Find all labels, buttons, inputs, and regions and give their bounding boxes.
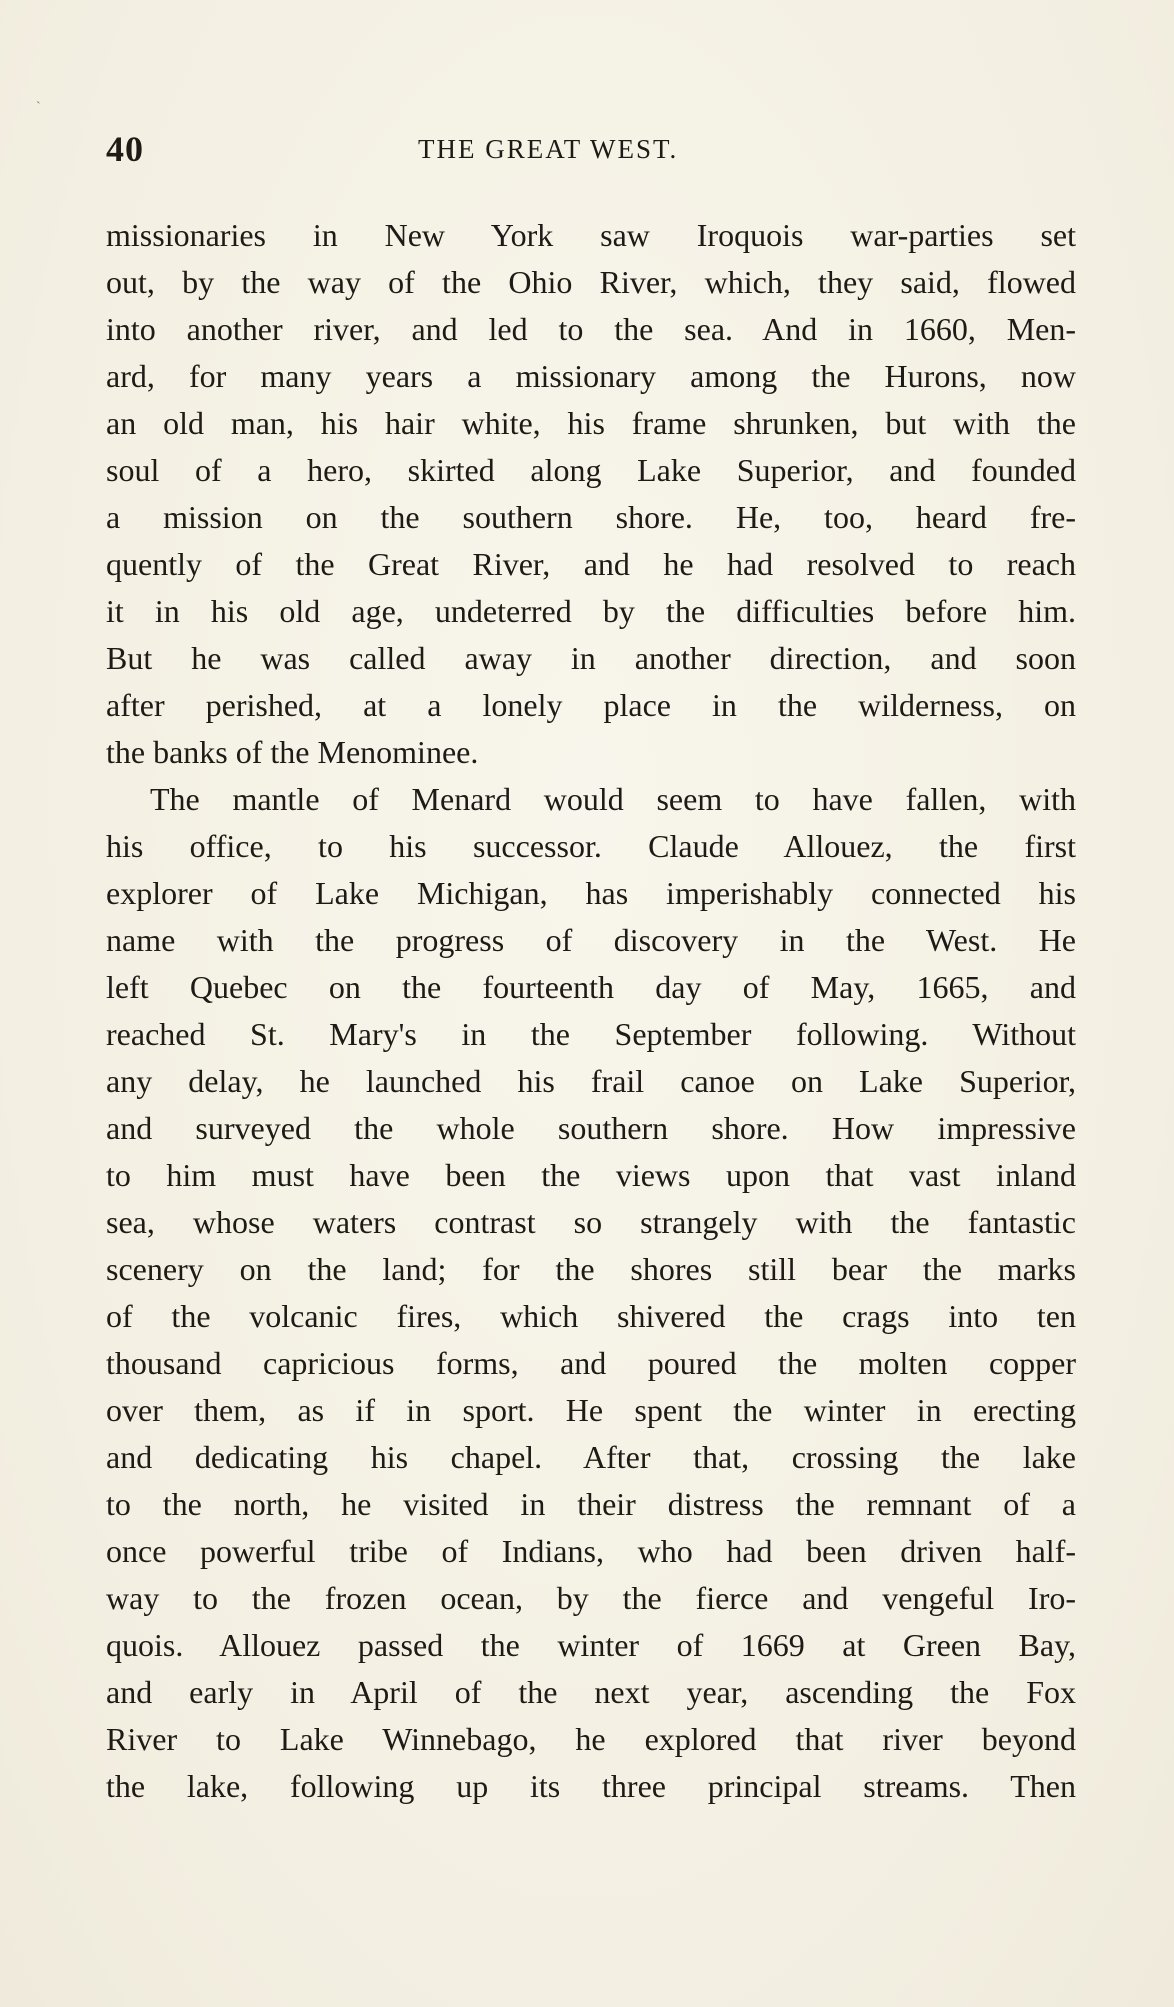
text-line: and early in April of the next year, ascending the Fox	[106, 1674, 1076, 1710]
text-line: over them, as if in sport. He spent the winter in erecting	[106, 1392, 1076, 1428]
text-line: River to Lake Winnebago, he explored that river beyond	[106, 1721, 1076, 1757]
paragraph-start-line: The mantle of Menard would seem to have fallen, with	[150, 781, 1076, 817]
text-line: soul of a hero, skirted along Lake Superior, and founded	[106, 452, 1076, 488]
text-line: name with the progress of discovery in the West. He	[106, 922, 1076, 958]
text-line: sea, whose waters contrast so strangely with the fantastic	[106, 1204, 1076, 1240]
text-line: to him must have been the views upon that vast inland	[106, 1157, 1076, 1193]
margin-mark: `	[36, 100, 41, 115]
page-header	[106, 128, 1066, 178]
text-line: quois. Allouez passed the winter of 1669 at Green Bay,	[106, 1627, 1076, 1663]
text-line: after perished, at a lonely place in the wilderness, on	[106, 687, 1076, 723]
body-text	[106, 212, 1076, 1810]
text-line: missionaries in New York saw Iroquois war-parties set	[106, 217, 1076, 253]
text-line: to the north, he visited in their distress the remnant of a	[106, 1486, 1076, 1522]
paragraph-end-line: the banks of the Menominee.	[106, 734, 479, 770]
text-line: and surveyed the whole southern shore. How impressive	[106, 1110, 1076, 1146]
text-line: thousand capricious forms, and poured the molten copper	[106, 1345, 1076, 1381]
text-line: explorer of Lake Michigan, has imperishably connected his	[106, 875, 1076, 911]
text-line: quently of the Great River, and he had resolved to reach	[106, 546, 1076, 582]
text-line: and dedicating his chapel. After that, crossing the lake	[106, 1439, 1076, 1475]
text-line: left Quebec on the fourteenth day of May, 1665, and	[106, 969, 1076, 1005]
text-line: scenery on the land; for the shores still bear the marks	[106, 1251, 1076, 1287]
text-line: his office, to his successor. Claude Allouez, the first	[106, 828, 1076, 864]
text-line: reached St. Mary's in the September following. Without	[106, 1016, 1076, 1052]
text-line: into another river, and led to the sea. And in 1660, Men-	[106, 311, 1076, 347]
text-line: out, by the way of the Ohio River, which, they said, flowed	[106, 264, 1076, 300]
text-line: a mission on the southern shore. He, too, heard fre-	[106, 499, 1076, 535]
page-number: 40	[106, 129, 144, 169]
text-line: once powerful tribe of Indians, who had been driven half-	[106, 1533, 1076, 1569]
running-head: THE GREAT WEST.	[418, 134, 679, 164]
text-line: any delay, he launched his frail canoe on Lake Superior,	[106, 1063, 1076, 1099]
text-line: of the volcanic fires, which shivered the crags into ten	[106, 1298, 1076, 1334]
text-line: the lake, following up its three principal streams. Then	[106, 1768, 1076, 1804]
text-line: way to the frozen ocean, by the fierce and vengeful Iro-	[106, 1580, 1076, 1616]
text-line: ard, for many years a missionary among the Hurons, now	[106, 358, 1076, 394]
text-line: it in his old age, undeterred by the difficulties before him.	[106, 593, 1076, 629]
text-line: But he was called away in another direction, and soon	[106, 640, 1076, 676]
text-line: an old man, his hair white, his frame shrunken, but with the	[106, 405, 1076, 441]
